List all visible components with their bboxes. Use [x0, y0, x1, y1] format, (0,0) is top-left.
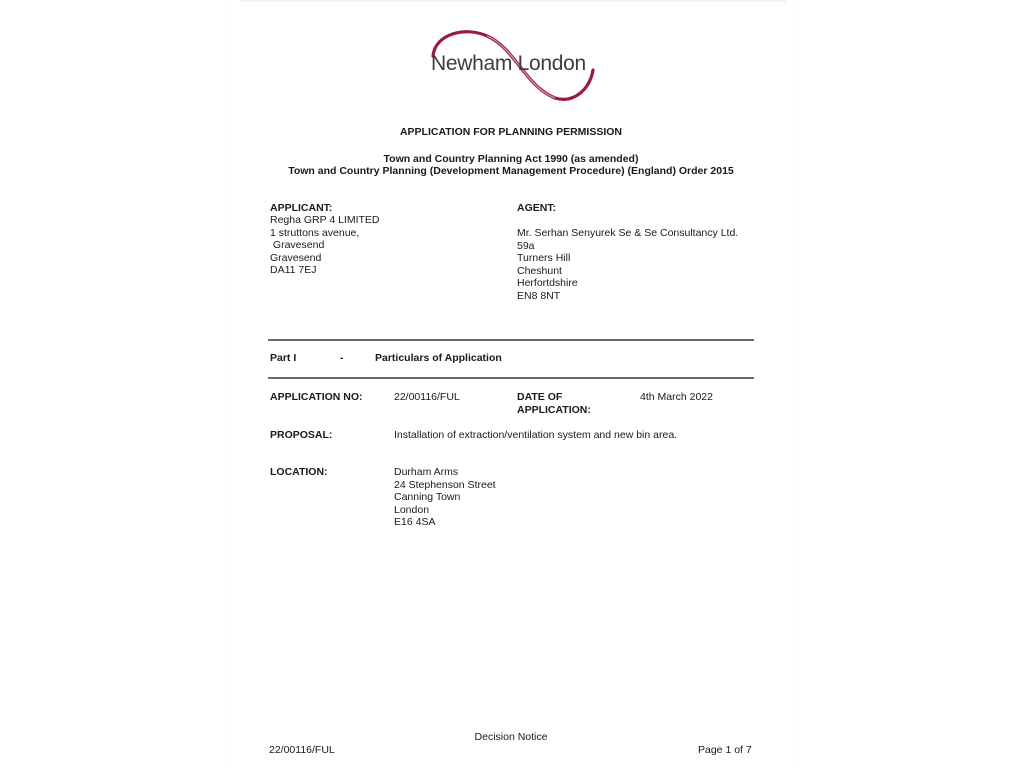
divider [268, 377, 754, 379]
location-line: E16 4SA [394, 516, 436, 528]
footer-center: Decision Notice [474, 731, 548, 743]
part-label: Part I [270, 352, 297, 364]
date-of-application-label-1: DATE OF [517, 391, 563, 403]
footer-reference: 22/00116/FUL [269, 744, 335, 756]
agent-label: AGENT: [517, 202, 557, 214]
location-address [394, 466, 496, 529]
agent-line: Mr. Serhan Senyurek Se & Se Consultancy Ltd. [517, 227, 739, 239]
document-page [232, 0, 792, 768]
applicant-address [270, 214, 380, 277]
agent-line: Herfortdshire [517, 277, 578, 289]
act-line-1: Town and Country Planning Act 1990 (as amended) [383, 153, 639, 165]
application-no-value: 22/00116/FUL [394, 391, 460, 403]
applicant-line: DA11 7EJ [270, 264, 317, 276]
application-no-label: APPLICATION NO: [270, 391, 363, 403]
applicant-line: Gravesend [270, 239, 325, 251]
applicant-line: 1 struttons avenue, [270, 226, 360, 239]
applicant-label: APPLICANT: [270, 202, 333, 214]
agent-line: Cheshunt [517, 264, 562, 277]
agent-address [517, 227, 738, 302]
applicant-line: Gravesend [270, 251, 322, 264]
date-of-application-label-2: APPLICATION: [517, 404, 591, 416]
part-dash: - [340, 352, 344, 364]
location-label: LOCATION: [270, 466, 328, 478]
divider [268, 339, 754, 341]
act-line-2: Town and Country Planning (Development Management Procedure) (England) Order 2015 [288, 165, 734, 177]
location-line: 24 Stephenson Street [394, 478, 496, 491]
location-line: Canning Town [394, 491, 461, 503]
agent-line: 59a [517, 239, 535, 252]
document-title: APPLICATION FOR PLANNING PERMISSION [399, 126, 623, 138]
logo-text: Newham London [431, 52, 586, 75]
location-line: Durham Arms [394, 466, 459, 478]
proposal-value: Installation of extraction/ventilation system and new bin area. [394, 429, 678, 441]
page-edge [240, 0, 786, 2]
page-number: Page 1 of 7 [698, 744, 752, 756]
agent-line: EN8 8NT [517, 289, 561, 302]
location-line: London [394, 503, 430, 516]
proposal-label: PROPOSAL: [270, 429, 333, 441]
part-title: Particulars of Application [375, 352, 502, 364]
applicant-line: Regha GRP 4 LIMITED [270, 214, 380, 226]
agent-line: Turners Hill [517, 252, 571, 264]
newham-london-logo [425, 26, 600, 102]
date-of-application-value: 4th March 2022 [640, 391, 713, 403]
